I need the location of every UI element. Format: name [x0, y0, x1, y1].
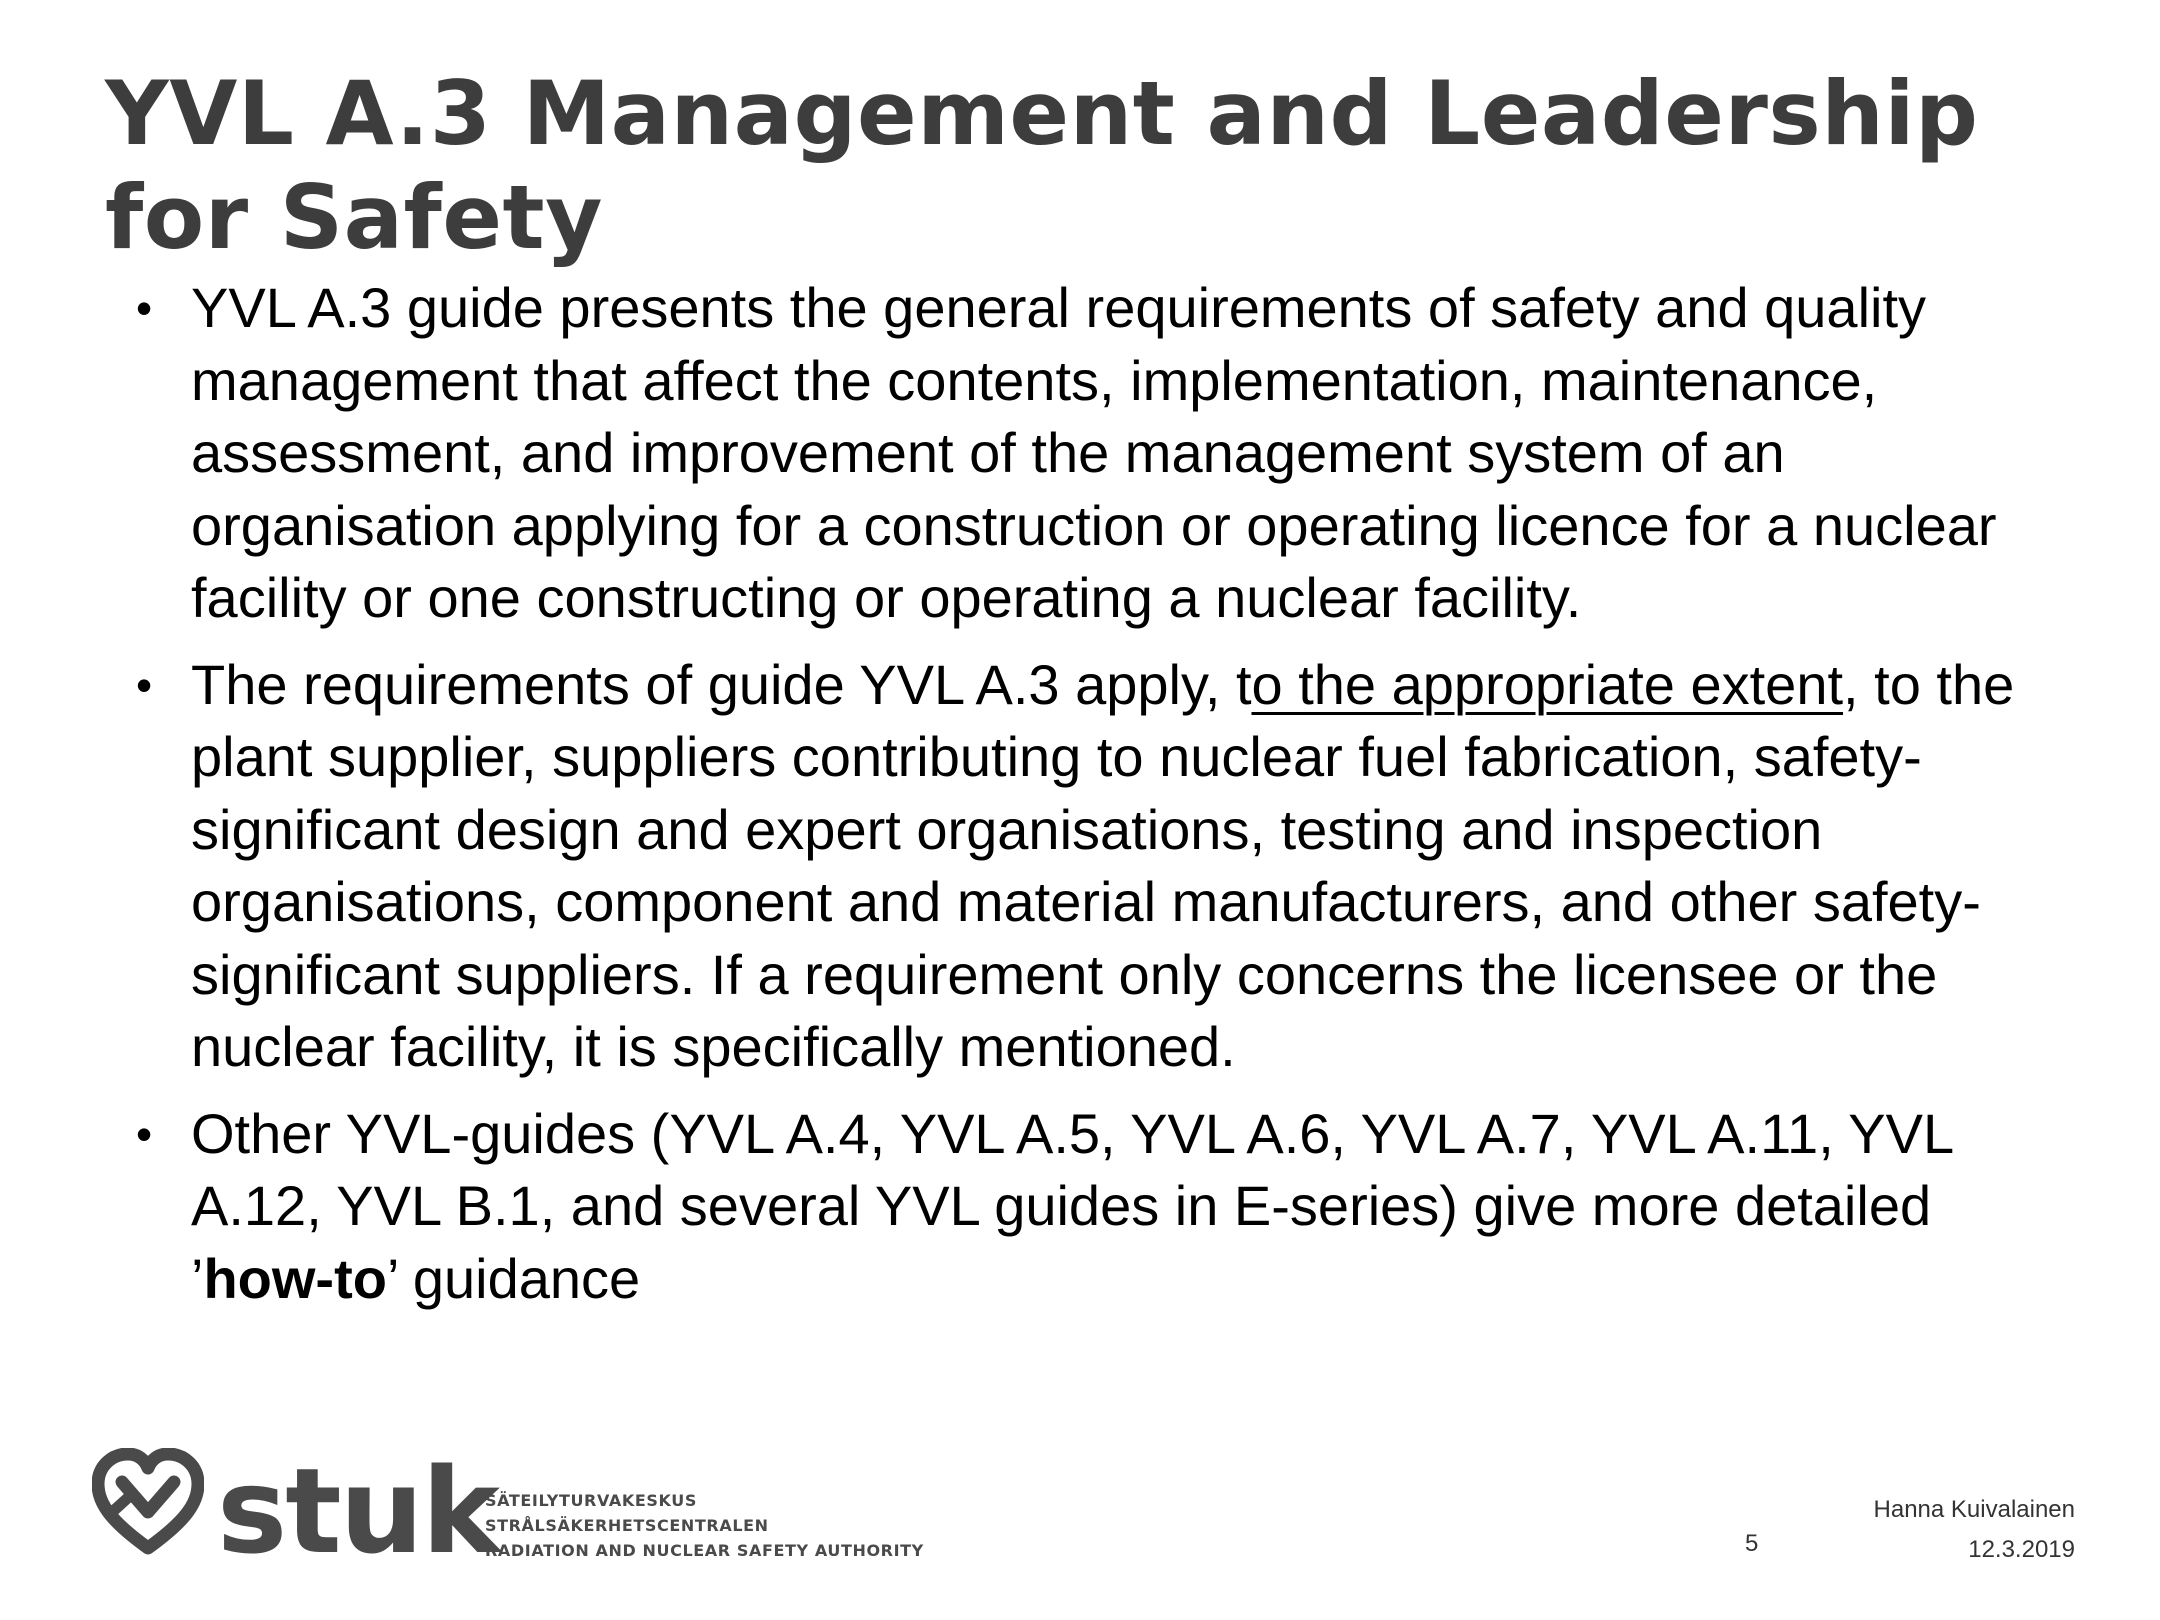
bullet-list — [0, 272, 2160, 1329]
logo-line-swedish: STRÅLSÄKERHETSCENTRALEN — [485, 1516, 769, 1535]
bullet-text-start: Other YVL-guides (YVL A.4, YVL A.5, YVL A.6, YVL A.7, YVL A.11, YVL A.12, YVL B.1, and several YVL guides in E-series) give more detailed ’ — [191, 1101, 1953, 1310]
heart-icon — [92, 1448, 204, 1560]
author-name: Hanna Kuivalainen — [1873, 1496, 2075, 1523]
logo-text-block — [485, 1488, 924, 1563]
logo-line-english: RADIATION AND NUCLEAR SAFETY AUTHORITY — [485, 1541, 924, 1560]
bullet-item — [0, 1098, 2160, 1316]
slide-title: YVL A.3 Management and Leadership for Safety — [105, 62, 1979, 269]
bullet-text — [191, 1098, 2060, 1316]
bullet-text — [191, 649, 2060, 1084]
bullet-marker: • — [136, 1107, 153, 1160]
logo-line-finnish: SÄTEILYTURVAKESKUS — [485, 1491, 697, 1510]
bullet-text-start: The requirements of guide YVL A.3 apply, t — [191, 652, 1252, 716]
logo-wordmark: stuk — [217, 1442, 499, 1580]
underlined-phrase: o the appropriate extent — [1251, 652, 1844, 716]
bullet-marker: • — [136, 282, 153, 334]
bullet-item — [0, 272, 2160, 635]
bullet-text-end: , to the plant supplier, suppliers contributing to nuclear fuel fabrication, safety-significant design and expert organisations, testing and inspection organisations, component and material manufacturers, and other safety-significant suppliers. If a requirement only concerns the licensee or the nuclear facility, it is specifically mentioned. — [191, 652, 2015, 1078]
bullet-item — [0, 649, 2160, 1084]
stuk-logo — [92, 1442, 932, 1580]
page-number: 5 — [1745, 1530, 1759, 1557]
slide-date: 12.3.2019 — [1968, 1536, 2075, 1563]
bullet-text-end: ’ guidance — [386, 1246, 641, 1310]
bullet-text: YVL A.3 guide presents the general requirements of safety and quality management that affect the contents, implementation, maintenance, assessment, and improvement of the management system of an organisation applying for a construction or operating licence for a nuclear facility or one constructing or operating a nuclear facility. — [191, 276, 1997, 629]
footer-meta — [1874, 1490, 2075, 1570]
bold-phrase: how-to — [203, 1246, 387, 1310]
bullet-marker: • — [136, 658, 153, 711]
